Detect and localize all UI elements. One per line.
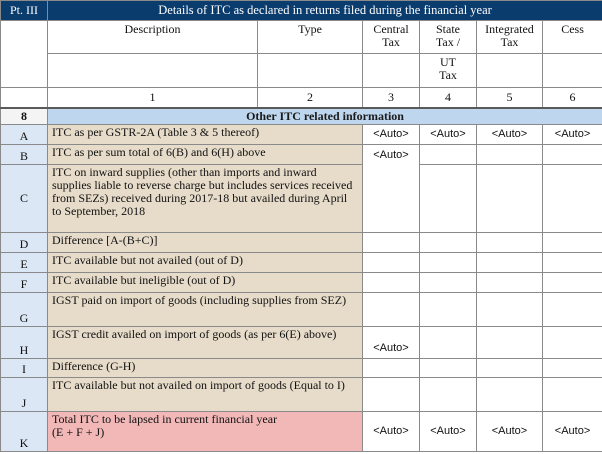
col-integrated-line2: Tax (500, 35, 519, 49)
col-ut-tax (420, 54, 477, 88)
value-cell (477, 359, 543, 378)
value-cell (477, 253, 543, 273)
blank-subheader (477, 54, 543, 88)
value-cell (477, 273, 543, 293)
value-cell (420, 233, 477, 253)
value-cell (363, 293, 420, 327)
blank-subheader (48, 54, 258, 88)
row-description-total (48, 412, 363, 452)
column-number: 5 (477, 88, 543, 108)
row-label: I (1, 359, 48, 378)
row-label: K (1, 412, 48, 452)
row-label: J (1, 378, 48, 412)
value-cell (543, 165, 602, 233)
value-cell (363, 273, 420, 293)
value-cell (543, 145, 602, 165)
part-label: Pt. III (1, 1, 48, 21)
col-state-line4: Tax (439, 68, 457, 82)
value-cell (420, 378, 477, 412)
auto-value: <Auto> (477, 412, 543, 452)
col-state-line3: UT (440, 55, 456, 69)
value-cell (543, 293, 602, 327)
row-description: Difference [A-(B+C)] (48, 233, 363, 253)
row-label: C (1, 165, 48, 233)
value-cell (420, 293, 477, 327)
value-cell (420, 253, 477, 273)
table-title: Details of ITC as declared in returns filed during the financial year (48, 1, 602, 21)
blank-number-cell (1, 88, 48, 108)
auto-value: <Auto> (477, 125, 543, 145)
auto-value: <Auto> (543, 125, 602, 145)
value-cell (363, 378, 420, 412)
auto-value: <Auto> (363, 145, 420, 233)
value-cell (477, 378, 543, 412)
col-central-line2: Tax (382, 35, 400, 49)
value-cell (543, 359, 602, 378)
blank-subheader (258, 54, 363, 88)
value-cell (420, 327, 477, 359)
value-cell (363, 233, 420, 253)
row-label: F (1, 273, 48, 293)
blank-subheader (363, 54, 420, 88)
value-cell (543, 273, 602, 293)
row-description: IGST credit availed on import of goods (as per 6(E) above) (48, 327, 363, 359)
blank-subheader (543, 54, 602, 88)
column-number: 3 (363, 88, 420, 108)
row-description: IGST paid on import of goods (including supplies from SEZ) (48, 293, 363, 327)
col-integrated-line1: Integrated (485, 22, 534, 36)
row-label: E (1, 253, 48, 273)
total-line2: (E + F + J) (52, 425, 105, 439)
row-description: ITC on inward supplies (other than imports and inward supplies liable to reverse charge but includes services received from SEZs) received during 2017-18 but availed during April to September, 2018 (48, 165, 363, 233)
value-cell (420, 145, 477, 165)
row-label: H (1, 327, 48, 359)
row-label: D (1, 233, 48, 253)
col-state-line1: State (436, 22, 460, 36)
auto-value: <Auto> (363, 412, 420, 452)
row-description: ITC available but ineligible (out of D) (48, 273, 363, 293)
row-description: ITC as per GSTR-2A (Table 3 & 5 thereof) (48, 125, 363, 145)
auto-value: <Auto> (543, 412, 602, 452)
blank-header-cell (1, 21, 48, 88)
column-number: 2 (258, 88, 363, 108)
col-integrated-tax (477, 21, 543, 54)
col-state-line2: Tax / (435, 35, 461, 49)
col-central-line1: Central (373, 22, 409, 36)
row-description: ITC available but not availed (out of D) (48, 253, 363, 273)
value-cell (477, 165, 543, 233)
value-cell (543, 253, 602, 273)
row-label: G (1, 293, 48, 327)
row-description: ITC available but not availed on import of goods (Equal to I) (48, 378, 363, 412)
section-title: Other ITC related information (48, 108, 602, 125)
value-cell (477, 327, 543, 359)
col-cess: Cess (543, 21, 602, 54)
column-number: 6 (543, 88, 602, 108)
total-line1: Total ITC to be lapsed in current financial year (52, 412, 278, 426)
value-cell (363, 253, 420, 273)
auto-value: <Auto> (420, 125, 477, 145)
value-cell (543, 378, 602, 412)
col-description: Description (48, 21, 258, 54)
value-cell (477, 293, 543, 327)
auto-value: <Auto> (363, 125, 420, 145)
col-state-tax (420, 21, 477, 54)
value-cell (420, 165, 477, 233)
col-central-tax (363, 21, 420, 54)
value-cell (477, 145, 543, 165)
row-label: B (1, 145, 48, 165)
value-cell (420, 273, 477, 293)
auto-value: <Auto> (420, 412, 477, 452)
auto-value: <Auto> (363, 327, 420, 359)
value-cell (543, 327, 602, 359)
value-cell (477, 233, 543, 253)
column-number: 4 (420, 88, 477, 108)
col-type: Type (258, 21, 363, 54)
row-description: Difference (G-H) (48, 359, 363, 378)
section-number: 8 (1, 108, 48, 125)
row-label: A (1, 125, 48, 145)
value-cell (420, 359, 477, 378)
row-description: ITC as per sum total of 6(B) and 6(H) above (48, 145, 363, 165)
value-cell (363, 359, 420, 378)
column-number: 1 (48, 88, 258, 108)
value-cell (543, 233, 602, 253)
